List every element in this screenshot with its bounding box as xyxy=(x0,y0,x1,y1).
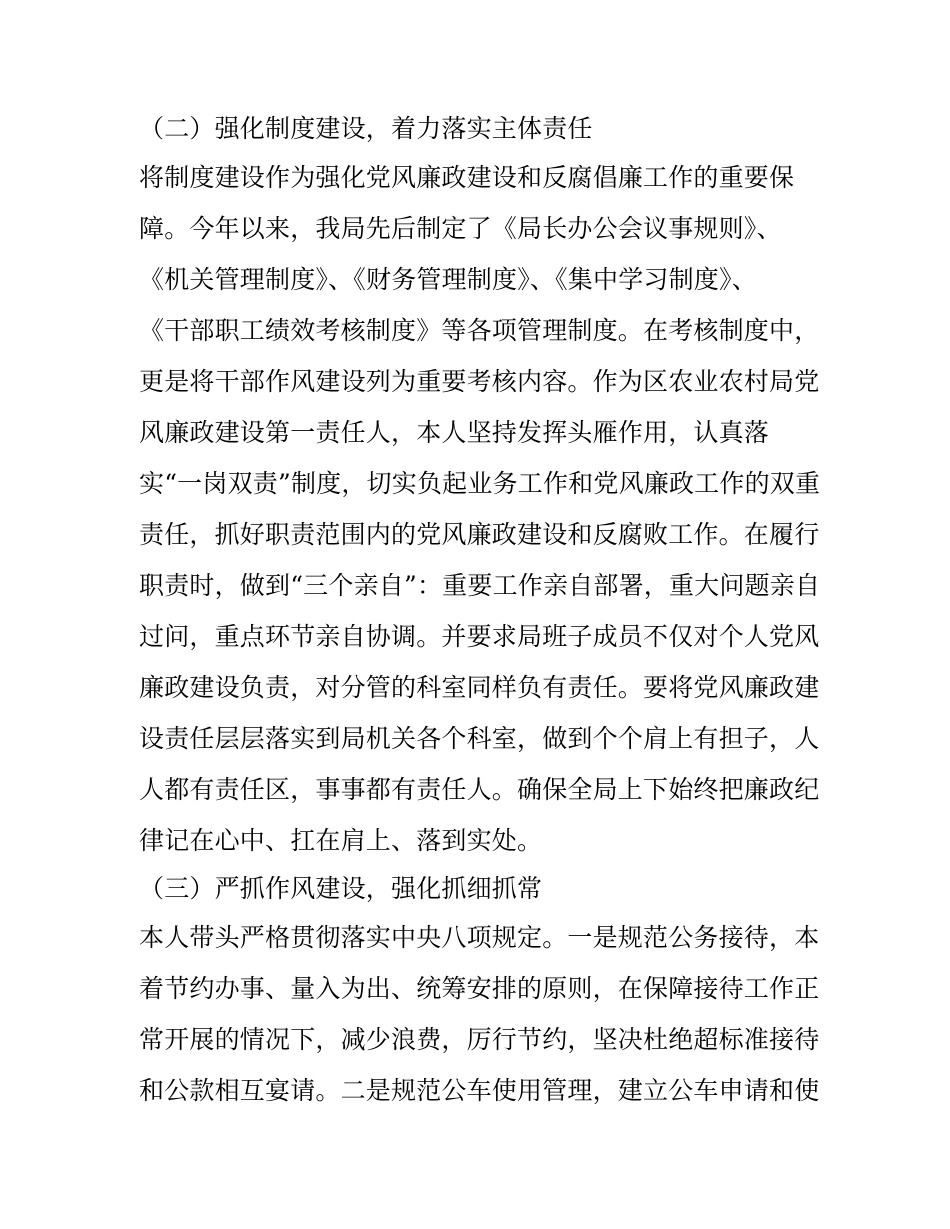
document-body xyxy=(139,106,819,1116)
paragraph-line: 更是将干部作风建设列为重要考核内容。作为区农业农村局党 xyxy=(139,367,820,396)
section-heading: （二）强化制度建设，着力落实主体责任 xyxy=(139,114,593,143)
paragraph-line: 风廉政建设第一责任人，本人坚持发挥头雁作用，认真落 xyxy=(139,418,770,447)
paragraph-line: 《干部职工绩效考核制度》等各项管理制度。在考核制度中， xyxy=(139,316,820,345)
paragraph-line: 责任，抓好职责范围内的党风廉政建设和反腐败工作。在履行 xyxy=(139,520,820,549)
paragraph-line: 职责时，做到“三个亲自”：重要工作亲自部署，重大问题亲自 xyxy=(139,571,821,600)
paragraph-line: 障。今年以来，我局先后制定了《局长办公会议事规则》、 xyxy=(139,214,782,243)
paragraph-line: 设责任层层落实到局机关各个科室，做到个个肩上有担子，人 xyxy=(139,724,820,753)
paragraph-line: 过问，重点环节亲自协调。并要求局班子成员不仅对个人党风 xyxy=(139,622,820,651)
paragraph-line: 本人带头严格贯彻落实中央八项规定。一是规范公务接待，本 xyxy=(139,923,820,952)
paragraph-line: 人都有责任区，事事都有责任人。确保全局上下始终把廉政纪 xyxy=(139,775,820,804)
paragraph-line: 和公款相互宴请。二是规范公车使用管理，建立公车申请和使 xyxy=(139,1076,820,1105)
section-heading: （三）严抓作风建设，强化抓细抓常 xyxy=(139,874,543,903)
paragraph-line: 着节约办事、量入为出、统筹安排的原则，在保障接待工作正 xyxy=(139,974,820,1003)
paragraph-line: 常开展的情况下，减少浪费，厉行节约，坚决杜绝超标准接待 xyxy=(139,1025,820,1054)
paragraph-line: 实“一岗双责”制度，切实负起业务工作和党风廉政工作的双重 xyxy=(139,469,821,498)
paragraph-line: 将制度建设作为强化党风廉政建设和反腐倡廉工作的重要保 xyxy=(139,163,795,192)
paragraph-line: 律记在心中、扛在肩上、落到实处。 xyxy=(139,826,543,855)
paragraph-line: 《机关管理制度》、《财务管理制度》、《集中学习制度》、 xyxy=(139,265,757,294)
paragraph-line: 廉政建设负责，对分管的科室同样负有责任。要将党风廉政建 xyxy=(139,673,820,702)
